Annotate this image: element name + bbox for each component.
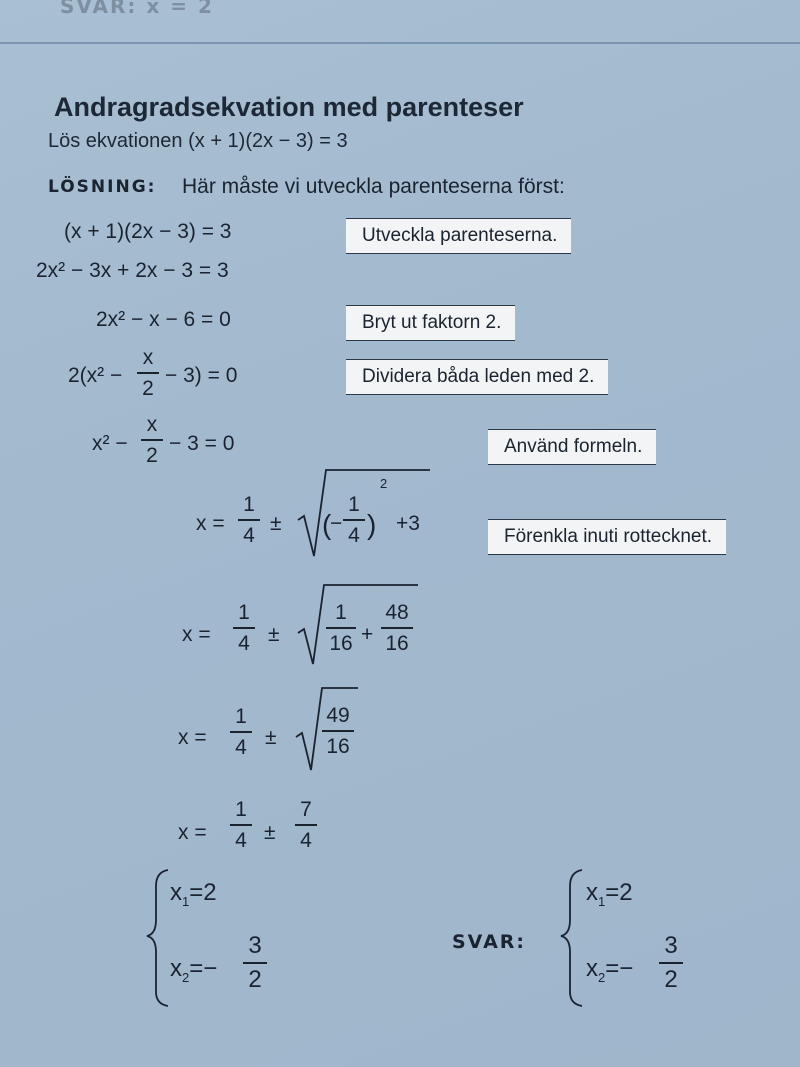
note-factor-out-2: Bryt ut faktorn 2. xyxy=(346,305,515,341)
step-4-right: − 3) = 0 xyxy=(165,364,238,387)
note-simplify-radicand: Förenkla inuti rottecknet. xyxy=(488,519,726,555)
note-use-formula: Använd formeln. xyxy=(488,429,656,465)
fraction-x-over-2-b: x 2 xyxy=(141,414,163,466)
step-9-plus-minus: ± xyxy=(264,821,276,844)
brace-answer xyxy=(561,870,582,1006)
answer-label: SVAR: xyxy=(452,931,527,953)
previous-answer-header: SVAR: x = 2 xyxy=(60,0,214,18)
root-x1: $x_1=2$ xyxy=(170,879,217,909)
root-x2: $x_2=-$ xyxy=(170,955,218,985)
task-text: Lös ekvationen (x + 1)(2x − 3) = 3 xyxy=(48,130,348,152)
step-6-plus-3: +3 xyxy=(396,512,420,535)
step-8-plus-minus: ± xyxy=(265,726,277,749)
fraction-three-halves-answer: 3 2 xyxy=(659,934,683,992)
fraction-49-sixteenths: 49 16 xyxy=(322,705,354,757)
step-3-equation: 2x² − x − 6 = 0 xyxy=(96,308,231,331)
sqrt-sign-step-7 xyxy=(298,585,418,664)
step-1-equation: (x + 1)(2x − 3) = 3 xyxy=(64,220,232,243)
answer-x1: $x_1=2$ xyxy=(586,879,633,909)
fraction-seven-quarters: 7 4 xyxy=(295,799,317,851)
step-6-x-equals: x = xyxy=(196,512,225,535)
step-6-minus: − xyxy=(330,512,343,535)
sqrt-sign-step-6 xyxy=(298,470,430,556)
brace-roots xyxy=(147,870,168,1006)
step-6-close-paren: ) xyxy=(367,509,377,540)
fraction-three-halves-roots: 3 2 xyxy=(243,934,267,992)
step-5-right: − 3 = 0 xyxy=(169,432,235,455)
fraction-x-over-2: x 2 xyxy=(137,347,159,399)
step-5-left: x² − xyxy=(92,432,128,455)
fraction-one-quarter-7: 1 4 xyxy=(233,602,255,654)
note-expand-parentheses: Utveckla parenteserna. xyxy=(346,218,571,254)
fraction-one-sixteenth: 1 16 xyxy=(326,602,356,654)
fraction-48-sixteenths: 48 16 xyxy=(381,602,413,654)
step-6-open-paren: ( xyxy=(322,509,332,540)
step-7-x-equals: x = xyxy=(182,623,211,646)
section-title: Andragradsekvation med parenteser xyxy=(54,92,524,122)
fraction-one-quarter-9: 1 4 xyxy=(230,799,252,851)
answer-x2: $x_2=-$ xyxy=(586,955,634,985)
sqrt-sign-step-8 xyxy=(296,688,358,770)
step-4-left: 2(x² − xyxy=(68,364,123,387)
step-6-plus-minus: ± xyxy=(270,512,282,535)
fraction-one-quarter-6: 1 4 xyxy=(238,494,260,546)
solution-label: LÖSNING: xyxy=(48,177,157,197)
fraction-one-quarter-8: 1 4 xyxy=(230,706,252,758)
solution-intro: Här måste vi utveckla parenteserna först: xyxy=(182,175,565,198)
note-divide-both-sides: Dividera båda leden med 2. xyxy=(346,359,608,395)
fraction-one-quarter-6b: 1 4 xyxy=(343,494,365,546)
step-8-x-equals: x = xyxy=(178,726,207,749)
step-7-plus: + xyxy=(361,623,374,646)
step-6-exponent: 2 xyxy=(380,476,388,491)
step-2-equation: 2x² − 3x + 2x − 3 = 3 xyxy=(36,259,229,282)
step-7-plus-minus: ± xyxy=(268,623,280,646)
step-9-x-equals: x = xyxy=(178,821,207,844)
